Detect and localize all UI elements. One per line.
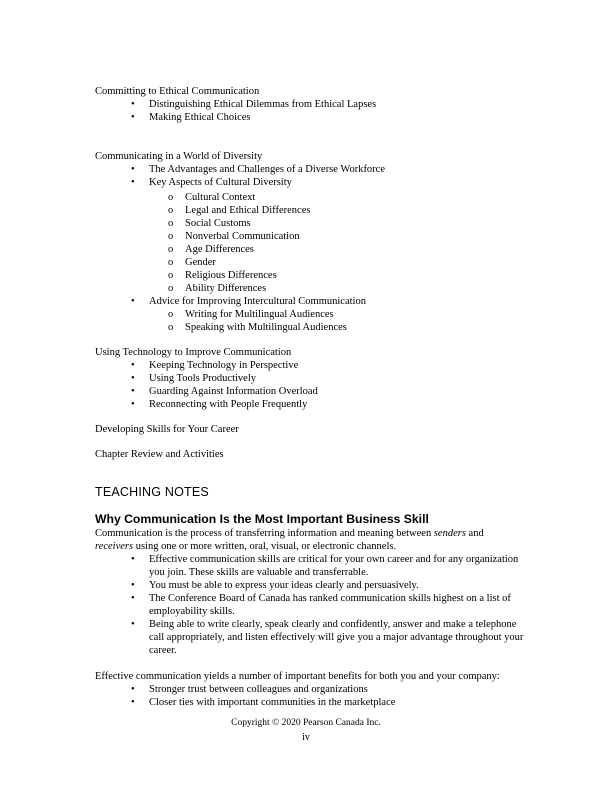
intro-paragraph-line1: Communication is the process of transferring information and meaning between senders and bbox=[95, 528, 484, 539]
outline-subitem: Social Customs bbox=[185, 218, 251, 229]
bullet-icon: • bbox=[131, 360, 135, 371]
outline-heading-skills: Developing Skills for Your Career bbox=[95, 424, 239, 435]
intro-paragraph-line2: receivers using one or more written, oral, visual, or electronic channels. bbox=[95, 541, 397, 552]
bullet-icon: • bbox=[131, 177, 135, 188]
bullet-icon: • bbox=[131, 399, 135, 410]
outline-heading-technology: Using Technology to Improve Communication bbox=[95, 347, 292, 358]
section-title: Why Communication Is the Most Important Business Skill bbox=[95, 512, 429, 526]
bullet-icon: • bbox=[131, 296, 135, 307]
outline-item: Reconnecting with People Frequently bbox=[149, 399, 308, 410]
outline-heading-review: Chapter Review and Activities bbox=[95, 449, 224, 460]
outline-subitem: Cultural Context bbox=[185, 192, 256, 203]
sub-bullet-icon: o bbox=[168, 283, 174, 294]
term-receivers: receivers bbox=[95, 541, 134, 552]
benefit-item: Closer ties with important communities in the marketplace bbox=[149, 697, 396, 708]
outline-item: Keeping Technology in Perspective bbox=[149, 360, 299, 371]
outline-item: Guarding Against Information Overload bbox=[149, 386, 318, 397]
outline-subitem: Speaking with Multilingual Audiences bbox=[185, 322, 347, 333]
teaching-bullet: Being able to write clearly, speak clearly and confidently, answer and make a telephone call appropriately, and listen effectively will give you a major advantage throughout your career. bbox=[149, 619, 524, 656]
bullet-icon: • bbox=[131, 373, 135, 384]
teaching-bullet: The Conference Board of Canada has ranked communication skills highest on a list of employability skills. bbox=[149, 593, 511, 617]
bullet-icon: • bbox=[131, 554, 135, 565]
bullet-icon: • bbox=[131, 593, 135, 604]
outline-subitem: Ability Differences bbox=[185, 283, 267, 294]
bullet-icon: • bbox=[131, 580, 135, 591]
outline-item: Distinguishing Ethical Dilemmas from Ethical Lapses bbox=[149, 99, 377, 110]
page-number: iv bbox=[302, 732, 310, 743]
bullet-icon: • bbox=[131, 619, 135, 630]
sub-bullet-icon: o bbox=[168, 192, 174, 203]
sub-bullet-icon: o bbox=[168, 231, 174, 242]
outline-subitem: Age Differences bbox=[185, 244, 254, 255]
sub-bullet-icon: o bbox=[168, 270, 174, 281]
outline-subitem: Legal and Ethical Differences bbox=[185, 205, 311, 216]
teaching-notes-heading: TEACHING NOTES bbox=[95, 485, 209, 499]
outline-heading-diversity: Communicating in a World of Diversity bbox=[95, 151, 263, 162]
outline-item: The Advantages and Challenges of a Diverse Workforce bbox=[149, 164, 386, 175]
term-senders: senders bbox=[433, 528, 466, 539]
outline-subitem: Writing for Multilingual Audiences bbox=[185, 309, 334, 320]
outline-item: Key Aspects of Cultural Diversity bbox=[149, 177, 292, 188]
sub-bullet-icon: o bbox=[168, 322, 174, 333]
sub-bullet-icon: o bbox=[168, 244, 174, 255]
teaching-bullet: Effective communication skills are critical for your own career and for any organization you join. These skills are valuable and transferrable. bbox=[149, 554, 519, 578]
outline-subitem: Gender bbox=[185, 257, 216, 268]
bullet-icon: • bbox=[131, 99, 135, 110]
sub-bullet-icon: o bbox=[168, 218, 174, 229]
bullet-icon: • bbox=[131, 112, 135, 123]
bullet-icon: • bbox=[131, 697, 135, 708]
outline-item: Making Ethical Choices bbox=[149, 112, 251, 123]
outline-item: Using Tools Productively bbox=[149, 373, 256, 384]
sub-bullet-icon: o bbox=[168, 309, 174, 320]
outline-item: Advice for Improving Intercultural Communication bbox=[149, 296, 366, 307]
benefit-item: Stronger trust between colleagues and organizations bbox=[149, 684, 368, 695]
bullet-icon: • bbox=[131, 386, 135, 397]
copyright-footer: Copyright © 2020 Pearson Canada Inc. bbox=[231, 718, 381, 728]
teaching-bullet: You must be able to express your ideas clearly and persuasively. bbox=[149, 580, 419, 591]
bullet-icon: • bbox=[131, 684, 135, 695]
outline-heading-ethical: Committing to Ethical Communication bbox=[95, 86, 260, 97]
bullet-icon: • bbox=[131, 164, 135, 175]
outline-subitem: Religious Differences bbox=[185, 270, 277, 281]
benefits-intro: Effective communication yields a number of important benefits for both you and your company: bbox=[95, 671, 500, 682]
outline-subitem: Nonverbal Communication bbox=[185, 231, 300, 242]
sub-bullet-icon: o bbox=[168, 257, 174, 268]
sub-bullet-icon: o bbox=[168, 205, 174, 216]
